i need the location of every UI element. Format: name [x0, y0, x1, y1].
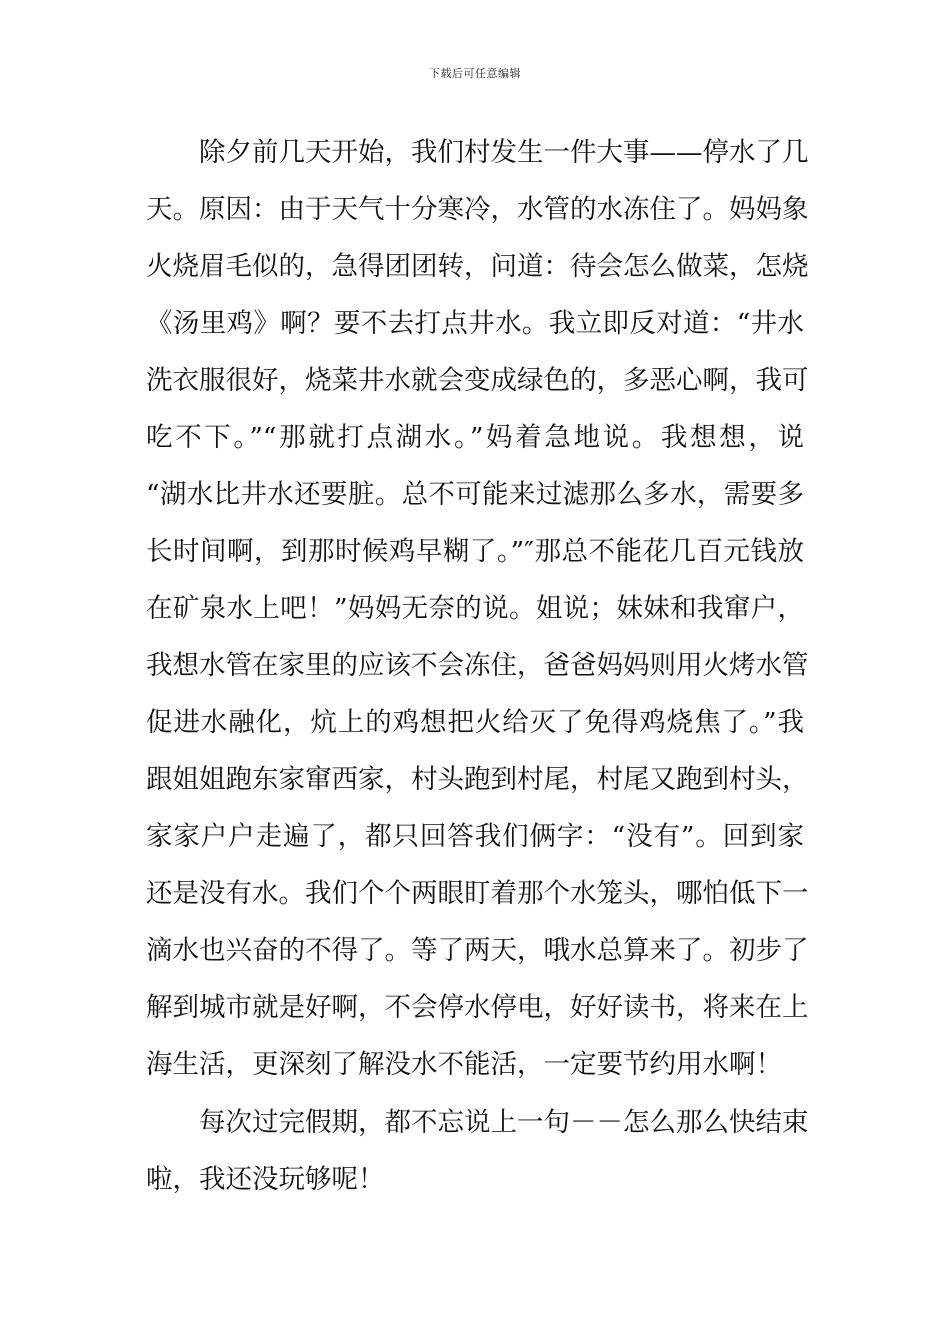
text-line: 天。原因：由于天气十分寒冷，水管的水冻住了。妈妈象 [146, 194, 809, 225]
text-line: “湖水比井水还要脏。总不可能来过滤那么多水，需要多 [146, 479, 804, 510]
text-line: 解到城市就是好啊，不会停水停电，好好读书，将来在上 [146, 992, 809, 1023]
text-line: 家家户户走遍了，都只回答我们俩字：“没有”。回到家 [146, 821, 804, 852]
text-line: 我想水管在家里的应该不会冻住，爸爸妈妈则用火烤水管 [146, 650, 809, 681]
text-line: 《汤里鸡》啊？要不去打点井水。我立即反对道：“井水 [146, 308, 804, 339]
text-line: 滴水也兴奋的不得了。等了两天，哦水总算来了。初步了 [146, 935, 809, 966]
text-line: 啦，我还没玩够呢！ [146, 1164, 385, 1195]
text-line: 吃不下。”“那就打点湖水。”妈着急地说。我想想，说 [146, 422, 804, 453]
text-line: 火烧眉毛似的，急得团团转，问道：待会怎么做菜，怎烧 [146, 251, 809, 282]
page-header-note: 下载后可任意编辑 [429, 67, 521, 80]
text-line: 长时间啊，到那时候鸡早糊了。”″那总不能花几百元钱放 [146, 536, 804, 567]
text-line: 在矿泉水上吧！”妈妈无奈的说。姐说；妹妹和我窜户， [146, 593, 804, 624]
text-line: 海生活，更深刻了解没水不能活，一定要节约用水啊！ [146, 1049, 782, 1080]
text-line: 促进水融化，炕上的鸡想把火给灭了免得鸡烧焦了。”我 [146, 707, 804, 738]
text-line: 还是没有水。我们个个两眼盯着那个水笼头，哪怕低下一 [146, 878, 809, 909]
text-line: 每次过完假期，都不忘说上一句－－怎么那么快结束 [146, 1107, 809, 1138]
text-line: 除夕前几天开始，我们村发生一件大事——停水了几 [146, 137, 809, 168]
text-line: 洗衣服很好，烧菜井水就会变成绿色的，多恶心啊，我可 [146, 365, 809, 396]
text-line: 跟姐姐跑东家窜西家，村头跑到村尾，村尾又跑到村头， [146, 764, 809, 795]
